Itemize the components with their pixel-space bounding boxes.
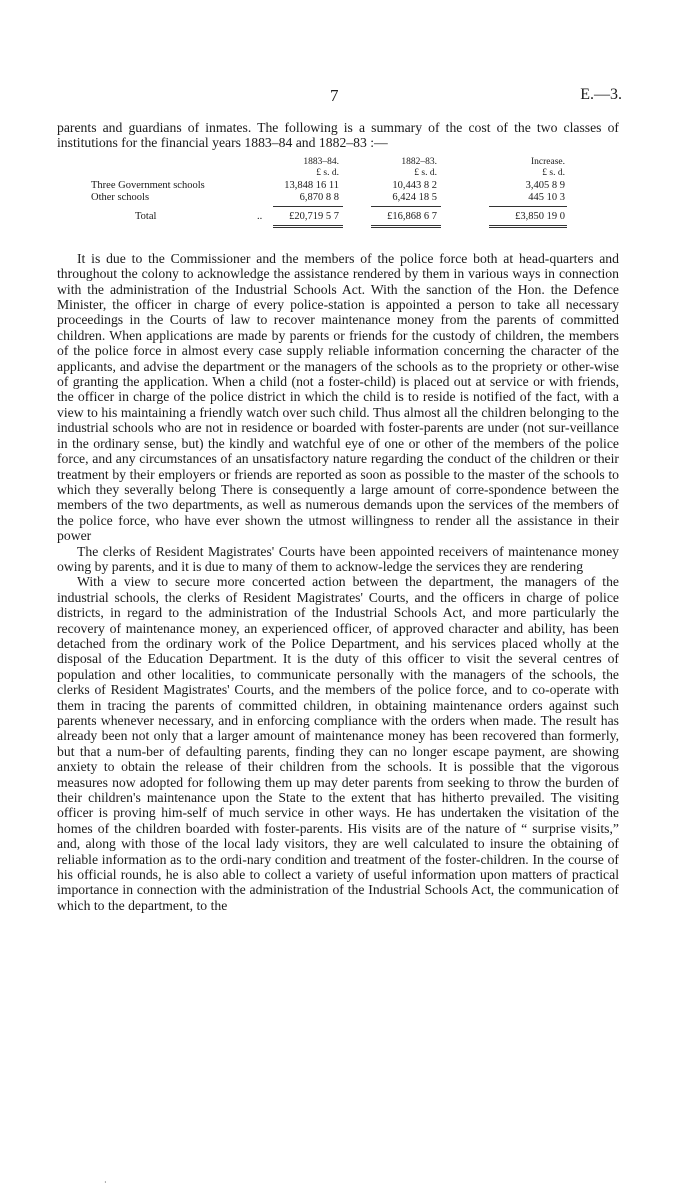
total-rule — [273, 225, 343, 228]
leader-dots: .. — [257, 210, 263, 222]
total-label: Total — [135, 210, 157, 222]
cost-summary-table — [57, 153, 619, 243]
report-body — [57, 120, 619, 913]
total-rule — [489, 225, 567, 228]
table-cell: 6,870 8 8 — [299, 191, 339, 203]
table-cell: 445 10 3 — [528, 191, 565, 203]
column-header: 1883–84. — [303, 156, 339, 167]
document-reference: E.—3. — [580, 86, 622, 103]
total-cell: £20,719 5 7 — [289, 210, 339, 222]
table-total-row — [57, 211, 619, 223]
table-cell: 6,424 18 5 — [392, 191, 437, 203]
total-cell: £16,868 6 7 — [387, 210, 437, 222]
table-cell: 3,405 8 9 — [525, 179, 565, 191]
intro-paragraph: parents and guardians of inmates. The following is a summary of the cost of the two classes of institutions for the financial years 1883–84 and 1882–83 :— — [57, 120, 619, 151]
column-header: Increase. — [530, 156, 565, 167]
subtotal-rule — [489, 206, 567, 207]
subtotal-rule — [273, 206, 343, 207]
clerks-paragraph: The clerks of Resident Magistrates' Courts have been appointed receivers of maintenance money owing by parents, and it is due to many of them to acknow-ledge the services they are rendering — [57, 543, 619, 574]
table-units-row — [57, 168, 619, 180]
page-number: 7 — [330, 86, 339, 105]
table-cell: 10,443 8 2 — [392, 179, 437, 191]
footer-mark: · — [104, 1178, 107, 1187]
row-label: Other schools — [91, 191, 150, 203]
table-cell: 13,848 16 11 — [284, 179, 339, 191]
row-label: Three Government schools — [91, 179, 205, 191]
total-cell: £3,850 19 0 — [515, 210, 565, 222]
visiting-officer-paragraph: With a view to secure more concerted action between the department, the managers of the industrial schools, the clerks of Resident Magistrates' Courts, and the officers in charge of police districts, in regard to the administration of the Industrial Schools Act, and more particularly the recovery of maintenance money, an experienced officer, of approved character and ability, has been detached from the ordinary work of the Police Department, and his services placed wholly at the disposal of the Education Department. It is the duty of this officer to visit the several centres of population and other localities, to communicate personally with the managers of the schools, the clerks of Resident Magistrates' Courts, and the members of the police force, and to co-operate with them in tracing the parents of committed children, in obtaining maintenance orders against such parents whenever necessary, and in enforcing compliance with the orders when made. The result has already been not only that a larger amount of maintenance money has been recovered than formerly, but that a num-ber of defaulting parents, finding they can no longer escape payment, are showing anxiety to obtain the release of their children from the schools. It is possible that the vigorous measures now adopted for following them up may deter parents from seeking to throw the burden of their children's maintenance upon the State to the extent that has hitherto prevailed. The visiting officer is proving him-self of much service in other ways. He has undertaken the visitation of the homes of the children boarded with foster-parents. His visits are of the nature of “ surprise visits,” and, along with those of the local lady visitors, they are well calculated to insure the obtaining of reliable information as to the ordi-nary condition and treatment of the foster-children. In the course of his official rounds, he is also able to collect a variety of useful information upon matters of practical importance in connection with the administration of the Industrial Schools Act, the communication of which to the department, to the — [57, 574, 619, 913]
column-units: £ s. d. — [542, 167, 565, 178]
table-row — [57, 192, 619, 204]
column-units: £ s. d. — [414, 167, 437, 178]
page-header — [0, 86, 700, 106]
total-rule — [371, 225, 441, 228]
column-header: 1882–83. — [401, 156, 437, 167]
table-row — [57, 180, 619, 192]
police-assistance-paragraph: It is due to the Commissioner and the members of the police force both at head-quarters and throughout the colony to acknowledge the assistance rendered by them in various ways in connection with the administration of the Industrial Schools Act. With the sanction of the Hon. the Defence Minister, the officer in charge of every police-station is appointed a person to take all necessary proceedings in the Courts of law to recover maintenance money from the parents of committed children. When applications are made by parents or friends for the custody of children, the members of the police force in almost every case supply reliable information concerning the character of the applicants, and advise the department or the managers of the schools as to the propriety or other-wise of granting the application. When a child (not a foster-child) is placed out at service or with friends, the officer in charge of the police district in which the child is to reside is notified of the fact, with a view to his maintaining a friendly watch over such child. Thus almost all the children belonging to the industrial schools who are not in residence or boarded with foster-parents are under (not sur-veillance in the ordinary sense, but) the kindly and watchful eye of one or other of the members of the police force, and any circumstances of an unsatisfactory nature regarding the conduct of the children or their treatment by their employers or friends are reported as soon as possible to the master of the schools to which they severally belong There is consequently a large amount of corre-spondence between the members of the two departments, as well as numerous demands upon the services of the members of the police force, who have ever shown the utmost willingness to render all the assistance in their power — [57, 250, 619, 544]
subtotal-rule — [371, 206, 441, 207]
column-units: £ s. d. — [316, 167, 339, 178]
